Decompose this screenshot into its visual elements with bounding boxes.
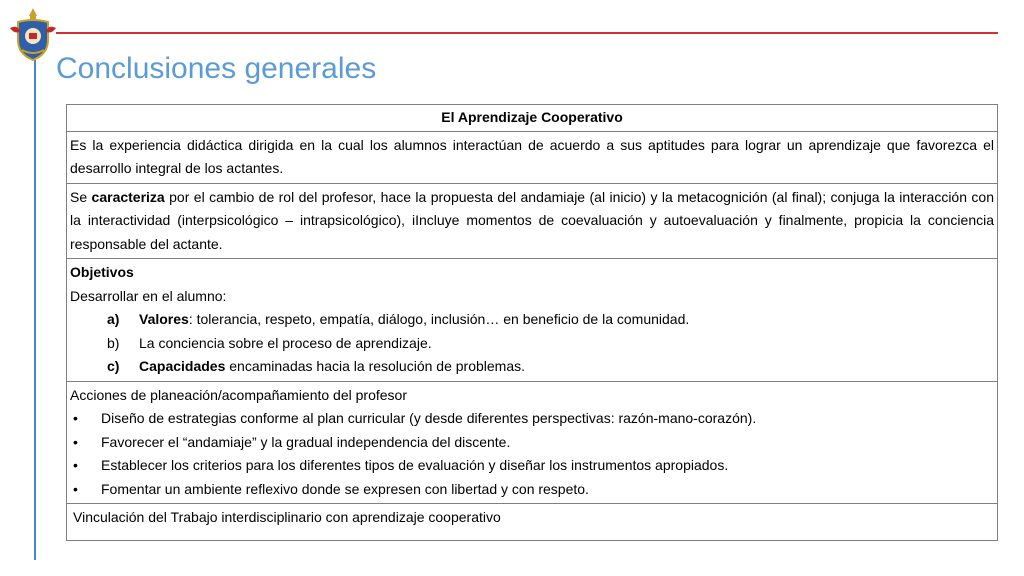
table-header-row bbox=[67, 105, 998, 132]
crest-logo-icon bbox=[8, 6, 58, 62]
objective-text: encaminadas hacia la resolución de problemas. bbox=[225, 358, 525, 374]
cooperative-learning-table bbox=[66, 104, 998, 541]
list-item bbox=[70, 478, 994, 502]
list-item bbox=[70, 407, 994, 431]
page-title: Conclusiones generales bbox=[56, 52, 377, 85]
list-item bbox=[70, 431, 994, 455]
table-row bbox=[67, 259, 998, 382]
objective-keyword: Capacidades bbox=[139, 358, 226, 374]
list-marker: c) bbox=[107, 358, 120, 374]
objectives-intro: Desarrollar en el alumno: bbox=[70, 287, 227, 304]
objective-text: La conciencia sobre el proceso de aprendizaje. bbox=[139, 334, 432, 351]
action-text: Establecer los criterios para los diferentes tipos de evaluación y diseñar los instrumentos apropiados. bbox=[101, 457, 729, 473]
table-row bbox=[67, 381, 998, 504]
characterization-prefix: Se bbox=[70, 188, 92, 205]
characterization-text: por el cambio de rol del profesor, hace la propuesta del andamiaje (al inicio) y la metacognición (al final); conjuga la interacción con la interactividad (interpsicológico – intrapsicológico), iIncluye momentos de coevaluación y autoevaluación y finalmente, propicia la conciencia responsable del actante. bbox=[70, 188, 994, 252]
list-marker: b) bbox=[107, 334, 120, 351]
objective-text: : tolerancia, respeto, empatía, diálogo, inclusión… en beneficio de la comunidad. bbox=[188, 311, 690, 327]
actions-heading: Acciones de planeación/acompañamiento del profesor bbox=[70, 386, 407, 403]
actions-cell bbox=[67, 381, 998, 504]
list-item bbox=[70, 454, 994, 478]
action-text: Fomentar un ambiente reflexivo donde se expresen con libertad y con respeto. bbox=[101, 480, 589, 497]
table-header: El Aprendizaje Cooperativo bbox=[67, 105, 998, 132]
objective-keyword: Valores bbox=[139, 311, 189, 327]
action-text: Diseño de estrategias conforme al plan curricular (y desde diferentes perspectivas: razón-mano-corazón). bbox=[101, 410, 757, 426]
actions-list bbox=[70, 407, 994, 501]
table-row bbox=[67, 131, 998, 183]
table-row bbox=[67, 504, 998, 541]
side-rule bbox=[34, 60, 36, 560]
list-marker: a) bbox=[107, 311, 120, 327]
characterization-cell bbox=[67, 183, 998, 259]
action-text: Favorecer el “andamiaje” y la gradual independencia del discente. bbox=[101, 433, 511, 450]
objectives-heading: Objetivos bbox=[70, 264, 134, 280]
linkage-cell: Vinculación del Trabajo interdisciplinario con aprendizaje cooperativo bbox=[67, 504, 998, 541]
bullet-icon: • bbox=[73, 433, 78, 450]
objectives-list bbox=[70, 308, 994, 379]
list-item bbox=[70, 355, 994, 379]
list-item bbox=[70, 332, 994, 356]
definition-cell: Es la experiencia didáctica dirigida en la cual los alumnos interactúan de acuerdo a sus aptitudes para lograr un aprendizaje que favorezca el desarrollo integral de los actantes. bbox=[67, 131, 998, 183]
characterization-keyword: caracteriza bbox=[91, 188, 165, 205]
bullet-icon: • bbox=[73, 480, 78, 497]
list-item bbox=[70, 308, 994, 332]
bullet-icon: • bbox=[73, 410, 78, 426]
objectives-cell bbox=[67, 259, 998, 382]
table-row bbox=[67, 183, 998, 259]
bullet-icon: • bbox=[73, 457, 78, 473]
header-rule bbox=[56, 32, 998, 34]
